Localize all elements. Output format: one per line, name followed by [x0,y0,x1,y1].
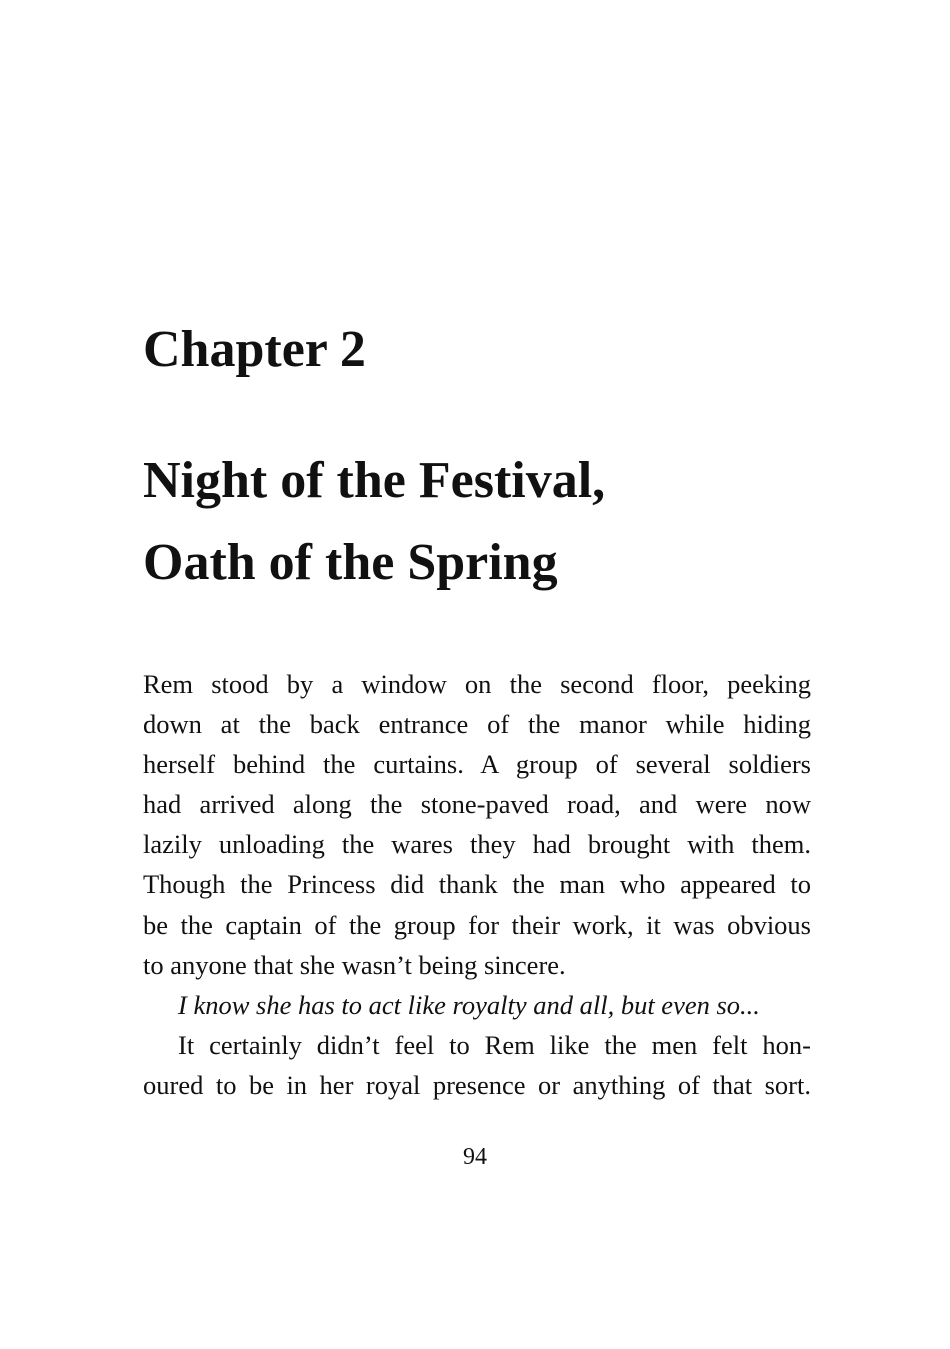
text-line: lazily unloading the wares they had brought with them. [143,829,811,860]
text-line: be the captain of the group for their work, it was obvious [143,909,811,940]
text-line: Though the Princess did thank the man who appeared to [143,869,811,900]
inner-thought-line: I know she has to act like royalty and all, but even so... [178,989,760,1020]
text-line: Rem stood by a window on the second floor, peeking [143,669,811,699]
page-number: 94 [463,1144,487,1170]
chapter-number: Chapter 2 [143,321,366,378]
text-line: oured to be in her royal presence or anything of that sort. [143,1069,811,1100]
chapter-title-line-1: Night of the Festival, [143,452,606,509]
text-line: had arrived along the stone-paved road, and were now [143,789,811,820]
chapter-title-line-2: Oath of the Spring [143,534,558,591]
chapter-title [143,440,605,604]
body-text [143,664,811,1105]
text-line: down at the back entrance of the manor while hiding [143,709,811,740]
text-line: herself behind the curtains. A group of several soldiers [143,749,811,780]
text-line: It certainly didn’t feel to Rem like the men felt hon- [178,1029,811,1060]
text-line: to anyone that she wasn’t being sincere. [143,949,566,980]
